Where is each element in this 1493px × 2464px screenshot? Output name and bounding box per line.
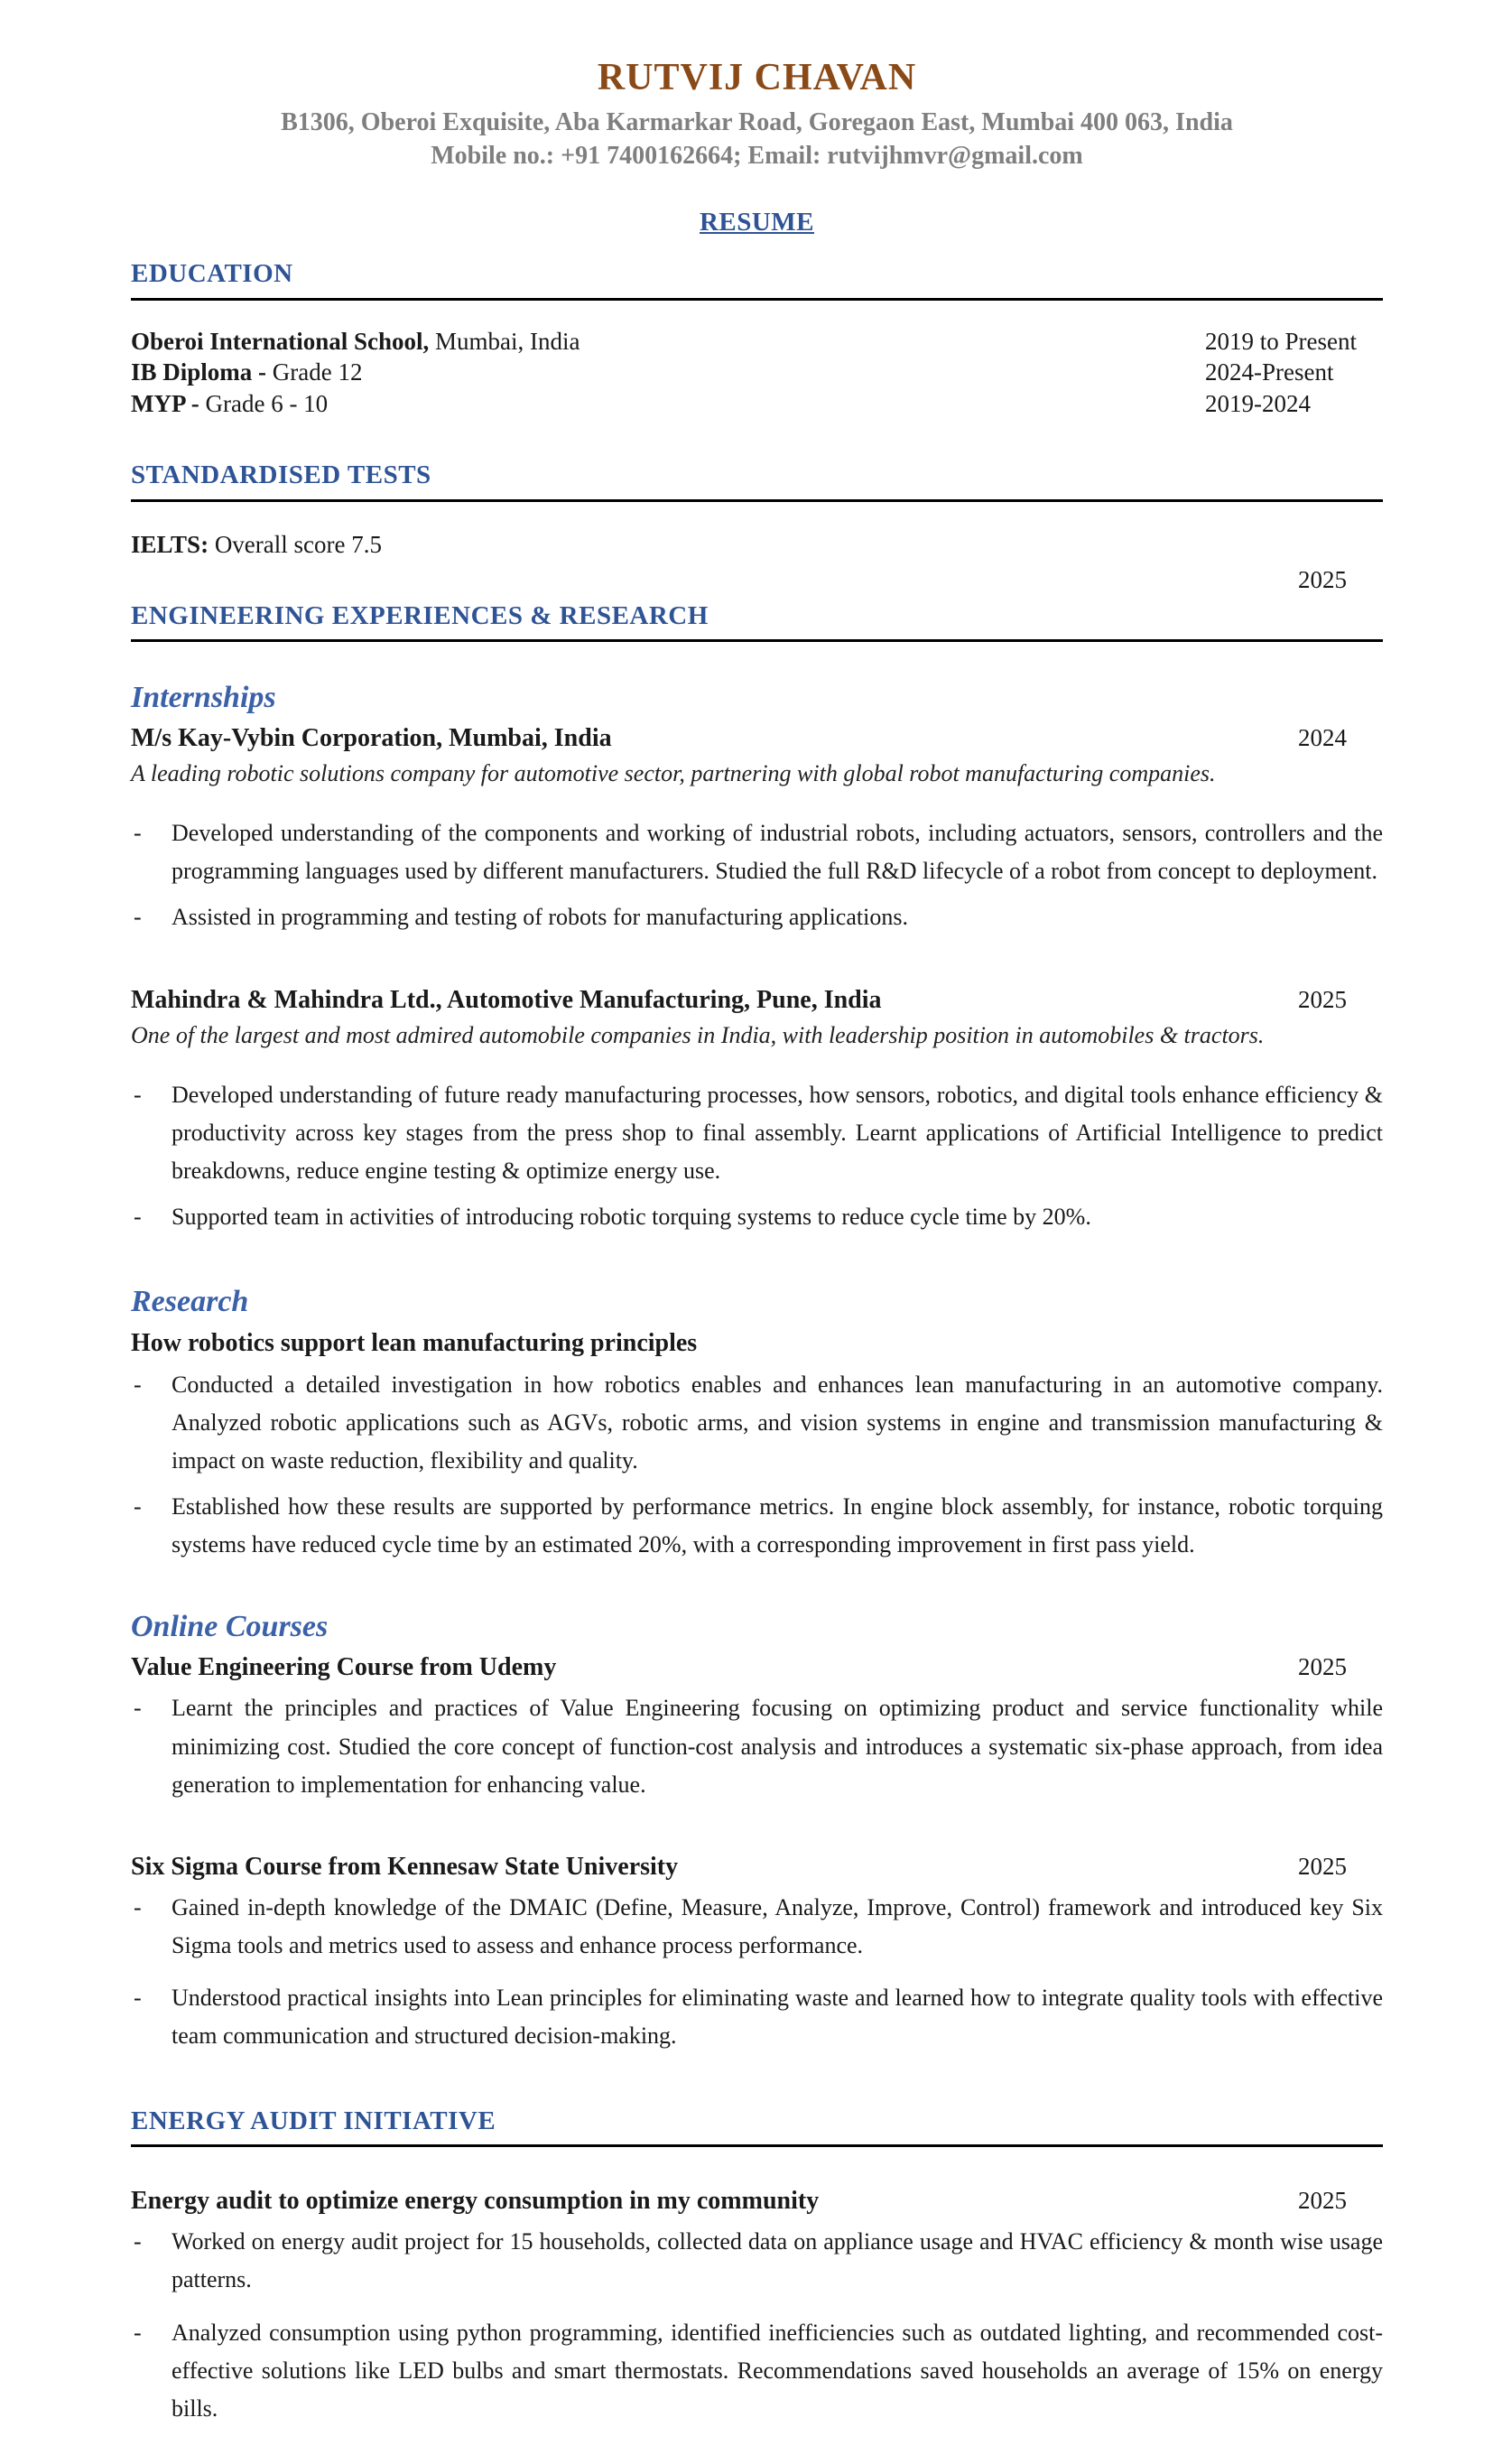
ielts-score: Overall score 7.5: [209, 530, 382, 558]
internship-company: Mahindra & Mahindra Ltd., Automotive Manufacturing, Pune, India: [131, 985, 882, 1014]
bullet-item: [131, 1198, 1383, 1236]
school-name: Oberoi International School,: [131, 327, 430, 355]
energy-bullets: [131, 2223, 1383, 2428]
course-year: 2025: [1298, 1653, 1347, 1681]
bullet-dash: -: [134, 1493, 142, 1520]
bullet-text: Understood practical insights into Lean principles for eliminating waste and learned how to integrate quality tools with effective team communication and structured decision-making.: [172, 1985, 1383, 2050]
bullet-item: [131, 1366, 1383, 1480]
bullet-text: Developed understanding of future ready manufacturing processes, how sensors, robotics, and digital tools enhance efficiency & productivity across key stages from the press shop to final assembly. Learnt applications of Artificial Intelligence to predict breakdowns, reduce engine testing & optimize energy use.: [172, 1082, 1383, 1185]
bullet-item: [131, 2314, 1383, 2428]
bullet-text: Developed understanding of the components and working of industrial robots, including actuators, sensors, controllers and the programming languages used by different manufacturers. Studied the full R&D lifecycle of a robot from concept to deployment.: [172, 820, 1383, 885]
course-title: Value Engineering Course from Udemy: [131, 1653, 557, 1682]
ielts-year: 2025: [1298, 565, 1347, 593]
bullet-text: Gained in-depth knowledge of the DMAIC (Define, Measure, Analyze, Improve, Control) framework and introduced key Six Sigma tools and metrics used to assess and enhance process performance.: [172, 1894, 1383, 1959]
program-name: MYP -: [131, 389, 199, 417]
subheading-research: Research: [131, 1284, 249, 1318]
course-bullets: [131, 1689, 1383, 1803]
resume-title-text: RESUME: [699, 208, 815, 237]
bullet-dash: -: [134, 904, 142, 931]
header-address-block: [131, 107, 1383, 173]
bullet-dash: -: [134, 1894, 142, 1921]
bullet-text: Learnt the principles and practices of Value Engineering focusing on optimizing product and service functionality while minimizing cost. Studied the core concept of function-cost analysis and introduces a systematic six-phase approach, from idea generation to implementation for enhancing value.: [172, 1695, 1383, 1798]
internship-tagline: A leading robotic solutions company for automotive sector, partnering with global robot manufacturing companies.: [131, 760, 1216, 787]
program-detail: Grade 6 - 10: [199, 389, 329, 417]
internship-year: 2024: [1298, 723, 1347, 751]
education-entry: [131, 388, 1205, 420]
bullet-item: [131, 2223, 1383, 2299]
bullet-item: [131, 1889, 1383, 1965]
education-row: [131, 326, 1383, 358]
research-title: How robotics support lean manufacturing principles: [131, 1329, 698, 1358]
bullet-text: Assisted in programming and testing of robots for manufacturing applications.: [172, 904, 908, 931]
bullet-dash: -: [134, 2228, 142, 2255]
section-heading-education: EDUCATION: [131, 259, 1383, 300]
internship-entry-title-row: [131, 984, 1383, 1017]
contact-line: Mobile no.: +91 7400162664; Email: rutvijhmvr@gmail.com: [431, 142, 1083, 171]
section-heading-standardised-tests: STANDARDISED TESTS: [131, 460, 1383, 501]
bullet-item: [131, 814, 1383, 890]
course-entry-title-row: [131, 1651, 1383, 1684]
bullet-text: Conducted a detailed investigation in how robotics enables and enhances lean manufacturing in an automotive company. Analyzed robotic applications such as AGVs, robotic arms, and vision systems in engine and transmission manufacturing & impact on waste reduction, flexibility and quality.: [172, 1371, 1383, 1474]
bullet-dash: -: [134, 2319, 142, 2346]
course-year: 2025: [1298, 1852, 1347, 1880]
ielts-year-row: [131, 566, 1383, 594]
course-title: Six Sigma Course from Kennesaw State University: [131, 1852, 679, 1881]
internship-entry-title-row: [131, 722, 1383, 755]
program-name: IB Diploma -: [131, 358, 267, 386]
bullet-dash: -: [134, 820, 142, 847]
internship-tagline: One of the largest and most admired automobile companies in India, with leadership position in automobiles & tractors.: [131, 1021, 1265, 1048]
education-row: [131, 357, 1383, 388]
resume-title: [131, 208, 1383, 237]
section-heading-engineering: ENGINEERING EXPERIENCES & RESEARCH: [131, 601, 1383, 642]
energy-title-row: [131, 2185, 1383, 2218]
address-line: B1306, Oberoi Exquisite, Aba Karmarkar Road, Goregaon East, Mumbai 400 063, India: [281, 108, 1233, 137]
bullet-item: [131, 1488, 1383, 1564]
education-block: [131, 326, 1383, 420]
bullet-item: [131, 1689, 1383, 1803]
bullet-item: [131, 1979, 1383, 2055]
bullet-dash: -: [134, 1985, 142, 2012]
energy-project-title: Energy audit to optimize energy consumption in my community: [131, 2186, 820, 2215]
bullet-text: Worked on energy audit project for 15 households, collected data on appliance usage and HVAC efficiency & month wise usage patterns.: [172, 2228, 1383, 2293]
bullet-text: Established how these results are supported by performance metrics. In engine block assembly, for instance, robotic torquing systems have reduced cycle time by an estimated 20%, with a corresponding improvement in first pass yield.: [172, 1493, 1383, 1558]
bullet-dash: -: [134, 1204, 142, 1231]
bullet-dash: -: [134, 1082, 142, 1109]
internship-bullets: [131, 814, 1383, 936]
school-location: Mumbai, India: [429, 327, 580, 355]
education-entry: [131, 326, 1205, 358]
bullet-text: Supported team in activities of introducing robotic torquing systems to reduce cycle time by 20%.: [172, 1204, 1091, 1231]
course-entry-title-row: [131, 1851, 1383, 1883]
section-heading-energy-audit: ENERGY AUDIT INITIATIVE: [131, 2106, 1383, 2147]
bullet-dash: -: [134, 1695, 142, 1722]
education-entry: [131, 357, 1205, 388]
internship-year: 2025: [1298, 985, 1347, 1013]
ielts-label: IELTS:: [131, 530, 209, 558]
education-date: 2019 to Present: [1205, 327, 1357, 355]
education-date: 2024-Present: [1205, 358, 1334, 386]
education-date: 2019-2024: [1205, 389, 1311, 417]
education-row: [131, 388, 1383, 420]
course-bullets: [131, 1889, 1383, 2055]
subheading-internships: Internships: [131, 680, 276, 714]
candidate-name: RUTVIJ CHAVAN: [597, 57, 917, 98]
bullet-item: [131, 1076, 1383, 1190]
bullet-dash: -: [134, 1371, 142, 1398]
internship-bullets: [131, 1076, 1383, 1236]
ielts-line: [131, 529, 1383, 561]
internship-company: M/s Kay-Vybin Corporation, Mumbai, India: [131, 723, 612, 752]
program-detail: Grade 12: [266, 358, 363, 386]
energy-year: 2025: [1298, 2186, 1347, 2214]
bullet-item: [131, 898, 1383, 936]
subheading-online-courses: Online Courses: [131, 1610, 329, 1644]
research-bullets: [131, 1366, 1383, 1565]
bullet-text: Analyzed consumption using python programming, identified inefficiencies such as outdated lighting, and recommended cost-effective solutions like LED bulbs and smart thermostats. Recommendations saved households an average of 15% on energy bills.: [172, 2319, 1383, 2422]
